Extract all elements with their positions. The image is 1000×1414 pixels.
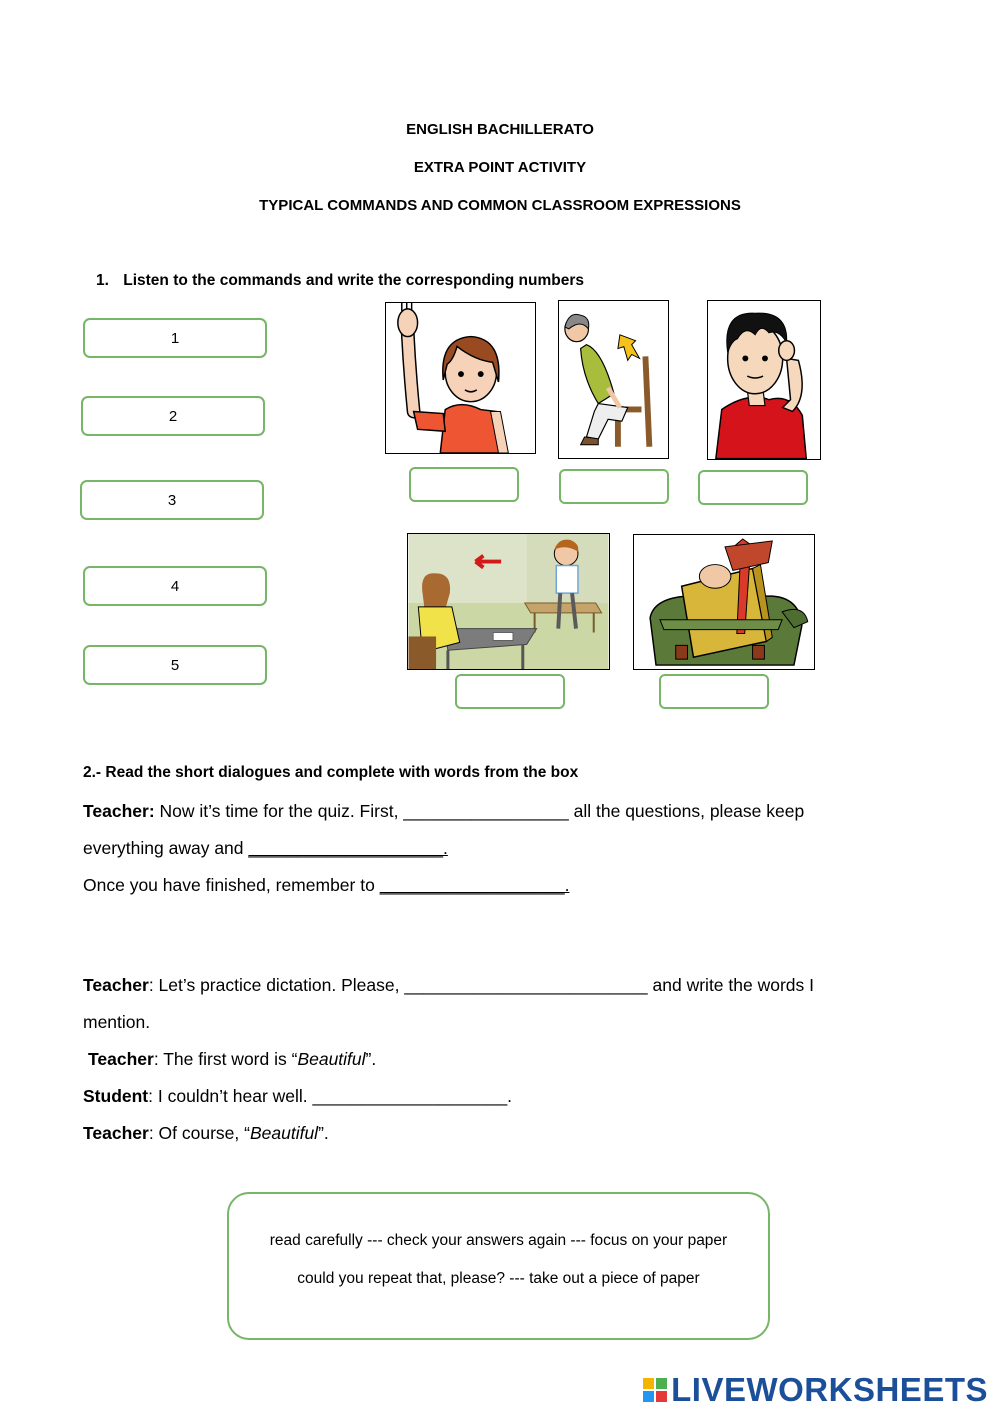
command-box-5 <box>83 645 267 685</box>
answer-box-picture-3[interactable] <box>698 470 808 505</box>
dialogue-text: : The first word is “ <box>153 1049 298 1069</box>
logo-mark-icon <box>643 1378 667 1402</box>
dictation-word: Beautiful <box>249 1123 319 1143</box>
speaker-label: Teacher <box>88 1049 154 1069</box>
speaker-label: Teacher <box>83 975 149 995</box>
exercise1-instruction <box>96 272 584 290</box>
command-number: 4 <box>170 577 180 595</box>
answer-box-picture-5[interactable] <box>659 674 769 709</box>
command-number: 1 <box>170 329 180 347</box>
dialogue1-line2 <box>83 838 448 859</box>
command-box-3 <box>80 480 264 520</box>
raise-hand-illustration <box>386 303 535 453</box>
dialogue-text: and write the words I <box>647 975 814 995</box>
header-line-2: EXTRA POINT ACTIVITY <box>413 159 587 176</box>
dialogue2-line4 <box>83 1086 512 1107</box>
answer-box-picture-4[interactable] <box>455 674 565 709</box>
book-bag-illustration <box>634 535 814 669</box>
answer-box-picture-1[interactable] <box>409 467 519 502</box>
take-out-book-picture <box>633 534 815 670</box>
dialogue-text: : Let’s practice dictation. Please, <box>148 975 405 995</box>
raise-hand-picture <box>385 302 536 454</box>
classroom-illustration <box>408 534 609 669</box>
command-number: 2 <box>168 407 178 425</box>
blank-2[interactable]: ____________________. <box>248 838 448 858</box>
sit-down-illustration <box>559 301 668 458</box>
listen-illustration <box>708 301 820 459</box>
dialogue2-line3 <box>88 1049 376 1070</box>
word-box-line-2: could you repeat that, please? --- take out a piece of paper <box>297 1270 700 1287</box>
speaker-label: Teacher: <box>83 801 155 821</box>
exercise1-instruction-text: Listen to the commands and write the corresponding numbers <box>123 272 585 289</box>
blank-3[interactable]: ___________________. <box>379 875 570 895</box>
header-line-1: ENGLISH BACHILLERATO <box>406 121 594 138</box>
header-line-3: TYPICAL COMMANDS AND COMMON CLASSROOM EXPRESSIONS <box>259 197 741 214</box>
dialogue2-line5 <box>83 1123 329 1144</box>
word-box-line-1: read carefully --- check your answers again --- focus on your paper <box>269 1232 728 1249</box>
listen-picture <box>707 300 821 460</box>
liveworksheets-logo[interactable] <box>643 1373 988 1407</box>
dialogue-text: Once you have finished, remember to <box>83 875 380 895</box>
command-number: 5 <box>170 656 180 674</box>
command-box-2 <box>81 396 265 436</box>
dialogue-text: : I couldn’t hear well. <box>148 1086 313 1106</box>
blank-5[interactable]: ____________________. <box>312 1086 513 1106</box>
dialogue-text: all the questions, please keep <box>568 801 805 821</box>
sit-down-picture <box>558 300 669 459</box>
dialogue1-line3 <box>83 875 569 896</box>
blank-4[interactable]: _________________________ <box>404 975 648 995</box>
command-number: 3 <box>167 491 177 509</box>
dictation-word: Beautiful <box>297 1049 366 1069</box>
answer-box-picture-2[interactable] <box>559 469 669 504</box>
logo-text: LIVEWORKSHEETS <box>671 1371 988 1408</box>
speaker-label: Student <box>83 1086 149 1106</box>
word-box <box>227 1192 770 1340</box>
exercise1-number: 1. <box>96 272 109 289</box>
dialogue-text: ”. <box>318 1123 329 1143</box>
dialogue-text: everything away and <box>83 838 249 858</box>
dialogue-text: : Of course, “ <box>148 1123 250 1143</box>
exercise2-instruction: 2.- Read the short dialogues and complete with words from the box <box>83 764 579 781</box>
dialogue2-line2 <box>83 1012 150 1033</box>
dialogue2-line1 <box>83 975 814 996</box>
command-box-1 <box>83 318 267 358</box>
dialogue-text: ”. <box>365 1049 377 1069</box>
speaker-label: Teacher <box>83 1123 149 1143</box>
command-box-4 <box>83 566 267 606</box>
dialogue-text: Now it’s time for the quiz. First, <box>154 801 404 821</box>
go-to-board-picture <box>407 533 610 670</box>
blank-1[interactable]: _________________ <box>403 801 569 821</box>
dialogue-text: mention. <box>83 1012 151 1032</box>
dialogue1-line1 <box>83 801 804 822</box>
